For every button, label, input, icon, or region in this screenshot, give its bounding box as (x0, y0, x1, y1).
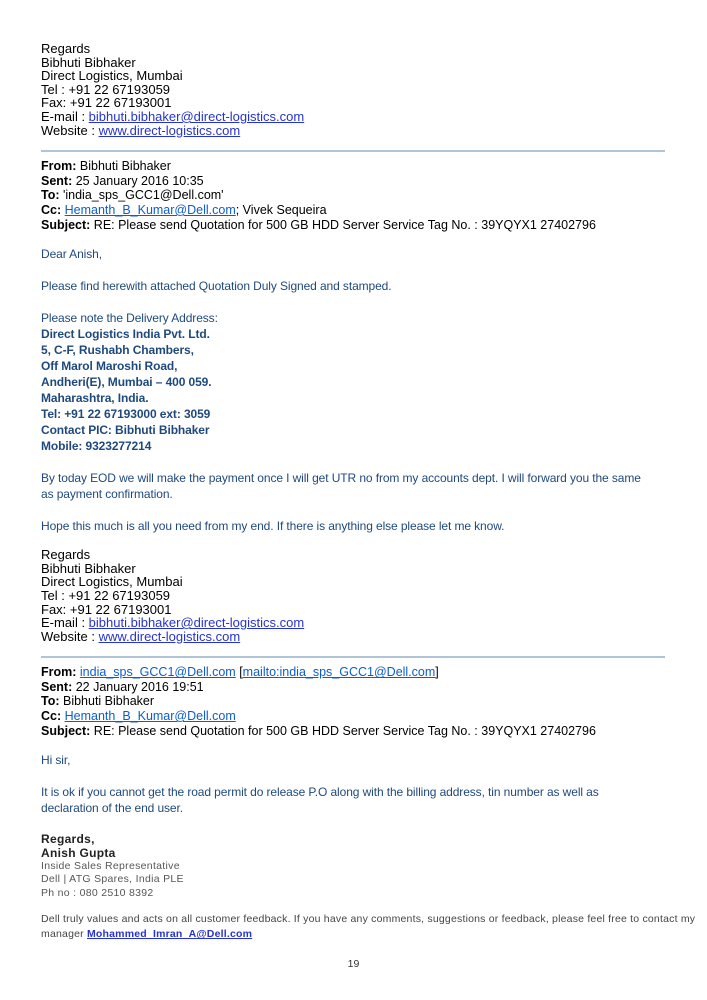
spacer (41, 262, 665, 278)
sig-fax: Fax: +91 22 67193001 (41, 95, 172, 111)
sig-tel: Tel : +91 22 67193059 (41, 587, 171, 603)
from-label: From: (41, 665, 77, 680)
email1-body (41, 246, 665, 534)
salutation: Hi sir, (41, 753, 71, 768)
sig-regards: Regards (41, 547, 91, 563)
sig-title: Inside Sales Representative (41, 860, 180, 873)
subject-label: Subject: (41, 217, 91, 232)
header-to (41, 694, 665, 709)
sig-website-link[interactable]: www.direct-logistics.com (98, 628, 241, 644)
paragraph-line: declaration of the end user. (41, 801, 183, 816)
address-intro: Please note the Delivery Address: (41, 311, 218, 326)
paragraph-line: as payment confirmation. (41, 487, 173, 502)
subject-value: RE: Please send Quotation for 500 GB HDD Server Service Tag No. : 39YQYX1 27402796 (90, 217, 596, 232)
header-subject (41, 218, 665, 233)
sent-value: 22 January 2016 19:51 (72, 679, 204, 694)
sig-website-line (41, 630, 665, 644)
header-cc (41, 709, 665, 724)
to-label: To: (41, 694, 60, 709)
from-value: Bibhuti Bibhaker (76, 159, 171, 174)
address-line: Maharashtra, India. (41, 391, 149, 406)
address-line: 5, C-F, Rushabh Chambers, (41, 343, 194, 358)
cc-label: Cc: (41, 202, 62, 217)
address-line: Mobile: 9323277214 (41, 439, 152, 454)
to-label: To: (41, 188, 60, 203)
signature-anish (41, 832, 696, 943)
subject-value: RE: Please send Quotation for 500 GB HDD Server Service Tag No. : 39YQYX1 27402796 (90, 723, 596, 738)
sig-email-link[interactable]: bibhuti.bibhaker@direct-logistics.com (88, 615, 305, 631)
cc-rest: ; Vivek Sequeira (235, 202, 327, 217)
paragraph-line: By today EOD we will make the payment once I will get UTR no from my accounts dept. I will forward you the same (41, 471, 641, 486)
cc-link[interactable]: Hemanth_B_Kumar@Dell.com (64, 202, 236, 217)
page-number: 19 (347, 958, 360, 970)
sig-email-label: E-mail : (41, 615, 89, 631)
sig-website-line (41, 124, 665, 138)
feedback-line: Dell truly values and acts on all customer feedback. If you have any comments, suggestions or feedback, please feel free to contact my (41, 912, 696, 925)
address-line: Andheri(E), Mumbai – 400 059. (41, 375, 212, 390)
sig-name: Bibhuti Bibhaker (41, 54, 136, 70)
sig-phone: Ph no : 080 2510 8392 (41, 886, 154, 899)
spacer (41, 768, 665, 784)
paragraph-line: It is ok if you cannot get the road permit do release P.O along with the billing address, tin number as well as (41, 785, 599, 800)
header-cc (41, 203, 665, 218)
spacer (41, 502, 665, 518)
cc-link[interactable]: Hemanth_B_Kumar@Dell.com (64, 709, 236, 724)
sig-company: Dell | ATG Spares, India PLE (41, 873, 184, 886)
subject-label: Subject: (41, 723, 91, 738)
sig-fax: Fax: +91 22 67193001 (41, 601, 172, 617)
email2-body (41, 752, 665, 816)
sig-regards: Regards (41, 41, 91, 56)
spacer (41, 454, 665, 470)
email-divider (41, 150, 665, 152)
header-sent (41, 680, 665, 695)
from-label: From: (41, 159, 77, 174)
header-to (41, 188, 665, 203)
to-value: 'india_sps_GCC1@Dell.com' (59, 188, 224, 203)
paragraph: Hope this much is all you need from my end. If there is anything else please let me know. (41, 519, 505, 534)
header-from (41, 665, 665, 680)
signature-bibhuti-bottom (41, 548, 665, 643)
header-sent (41, 174, 665, 189)
sig-website-link[interactable]: www.direct-logistics.com (98, 122, 241, 138)
sent-value: 25 January 2016 10:35 (72, 173, 204, 188)
from-address-link[interactable]: india_sps_GCC1@Dell.com (79, 665, 236, 680)
sig-website-label: Website : (41, 628, 99, 644)
sig-email-label: E-mail : (41, 108, 89, 124)
email1-headers (41, 159, 665, 232)
sig-email-line (41, 616, 665, 630)
bracket: [ (235, 665, 243, 680)
address-line: Off Marol Maroshi Road, (41, 359, 178, 374)
sig-regards: Regards, (41, 832, 95, 847)
sig-name: Bibhuti Bibhaker (41, 560, 136, 576)
sig-company: Direct Logistics, Mumbai (41, 574, 183, 590)
sig-name: Anish Gupta (41, 846, 116, 861)
salutation: Dear Anish, (41, 247, 102, 262)
bracket: ] (435, 665, 439, 680)
sent-label: Sent: (41, 679, 73, 694)
cc-label: Cc: (41, 709, 62, 724)
header-subject (41, 724, 665, 739)
email-divider (41, 656, 665, 658)
sig-email-line (41, 110, 665, 124)
sig-email-link[interactable]: bibhuti.bibhaker@direct-logistics.com (88, 108, 305, 124)
sig-tel: Tel : +91 22 67193059 (41, 81, 171, 97)
feedback-note (41, 912, 696, 943)
address-line: Tel: +91 22 67193000 ext: 3059 (41, 407, 211, 422)
email2-headers (41, 665, 665, 738)
address-line: Contact PIC: Bibhuti Bibhaker (41, 423, 210, 438)
manager-email-link[interactable]: Mohammed_Imran_A@Dell.com (86, 928, 253, 941)
feedback-line (41, 927, 665, 943)
header-from (41, 159, 665, 174)
to-value: Bibhuti Bibhaker (59, 694, 155, 709)
sent-label: Sent: (41, 173, 73, 188)
paragraph: Please find herewith attached Quotation Duly Signed and stamped. (41, 279, 392, 294)
signature-bibhuti-top (41, 42, 665, 137)
sig-website-label: Website : (41, 122, 99, 138)
from-mailto-link[interactable]: mailto:india_sps_GCC1@Dell.com (242, 665, 436, 680)
address-line: Direct Logistics India Pvt. Ltd. (41, 327, 210, 342)
spacer (41, 294, 665, 310)
sig-company: Direct Logistics, Mumbai (41, 68, 183, 84)
feedback-prefix: manager (41, 928, 87, 941)
